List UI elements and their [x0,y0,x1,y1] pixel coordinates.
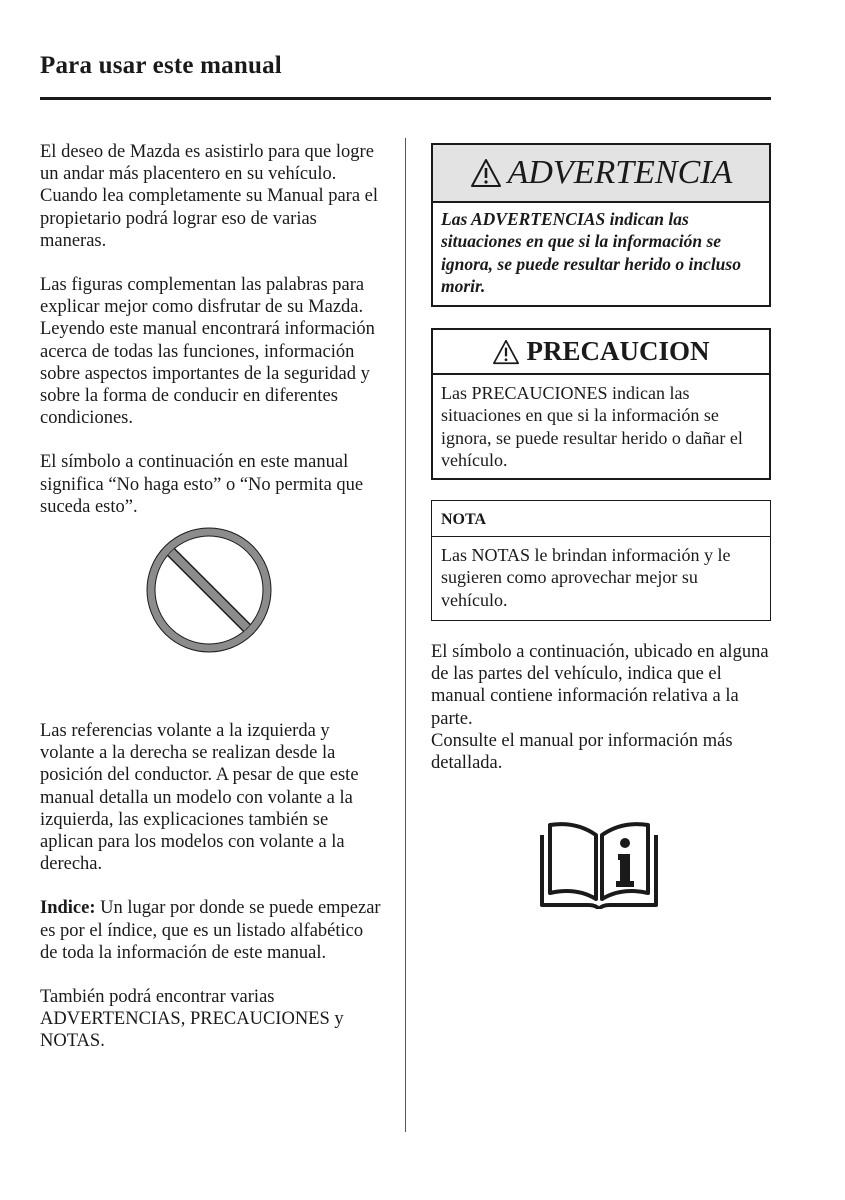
index-paragraph [40,897,385,964]
index-text: Un lugar por donde se puede empezar es por el índice, que es un listado alfabético de toda la información de este manual. [40,898,381,963]
symbol-paragraph: El símbolo a continuación en este manual significa “No haga esto” o “No permita que suceda esto”. [40,452,364,517]
right-column [431,143,771,774]
intro-paragraph: El deseo de Mazda es asistirlo para que logre un andar más placentero en su vehículo. Cuando lea completamente su Manual para el propietario podrá lograr eso de varias maneras. [40,142,379,251]
caution-title: PRECAUCION [526,336,710,367]
caution-header [433,330,769,375]
manual-consult-paragraph: Consulte el manual por información más detallada. [431,730,733,774]
warning-header [433,145,769,203]
left-column [40,141,385,1053]
note-title: NOTA [432,501,770,537]
warning-title: ADVERTENCIA [507,153,733,191]
steering-paragraph: Las referencias volante a la izquierda y volante a la derecha se realizan desde la posición del conductor. A pesar de que este manual detalla un modelo con volante a la izquierda, las explicaciones también se aplican para los modelos con volante a la derecha. [40,721,359,875]
note-box [431,500,771,621]
figures-paragraph: Las figuras complementan las palabras para explicar mejor como disfrutar de su Mazda. Leyendo este manual encontrará información acerca de todas las funciones, información sobre aspectos importantes de la seguridad y sobre la forma de conducir en diferentes condiciones. [40,275,375,429]
warnings-paragraph: También podrá encontrar varias ADVERTENCIAS, PRECAUCIONES y NOTAS. [40,987,344,1052]
caution-box [431,328,771,480]
warning-triangle-icon [492,339,520,365]
warning-triangle-icon [470,158,502,188]
warning-box [431,143,771,307]
column-divider [405,138,406,1132]
index-label: Indice: [40,898,96,919]
page-title: Para usar este manual [40,52,282,79]
manual-symbol-paragraph: El símbolo a continuación, ubicado en alguna de las partes del vehículo, indica que el manual contiene información relativa a la parte. [431,642,769,729]
prohibition-icon [144,525,274,655]
manual-symbol-text [431,641,771,774]
manual-info-book-icon [538,821,660,909]
title-rule [40,97,771,100]
caution-body: Las PRECAUCIONES indican las situaciones en que si la información se ignora, se puede resultar herido o dañar el vehículo. [441,383,743,471]
prohibition-figure [40,518,385,720]
warning-body: Las ADVERTENCIAS indican las situaciones en que si la información se ignora, se puede resultar herido o incluso morir. [441,209,741,297]
note-body: Las NOTAS le brindan información y le sugieren como aprovechar mejor su vehículo. [441,545,731,610]
